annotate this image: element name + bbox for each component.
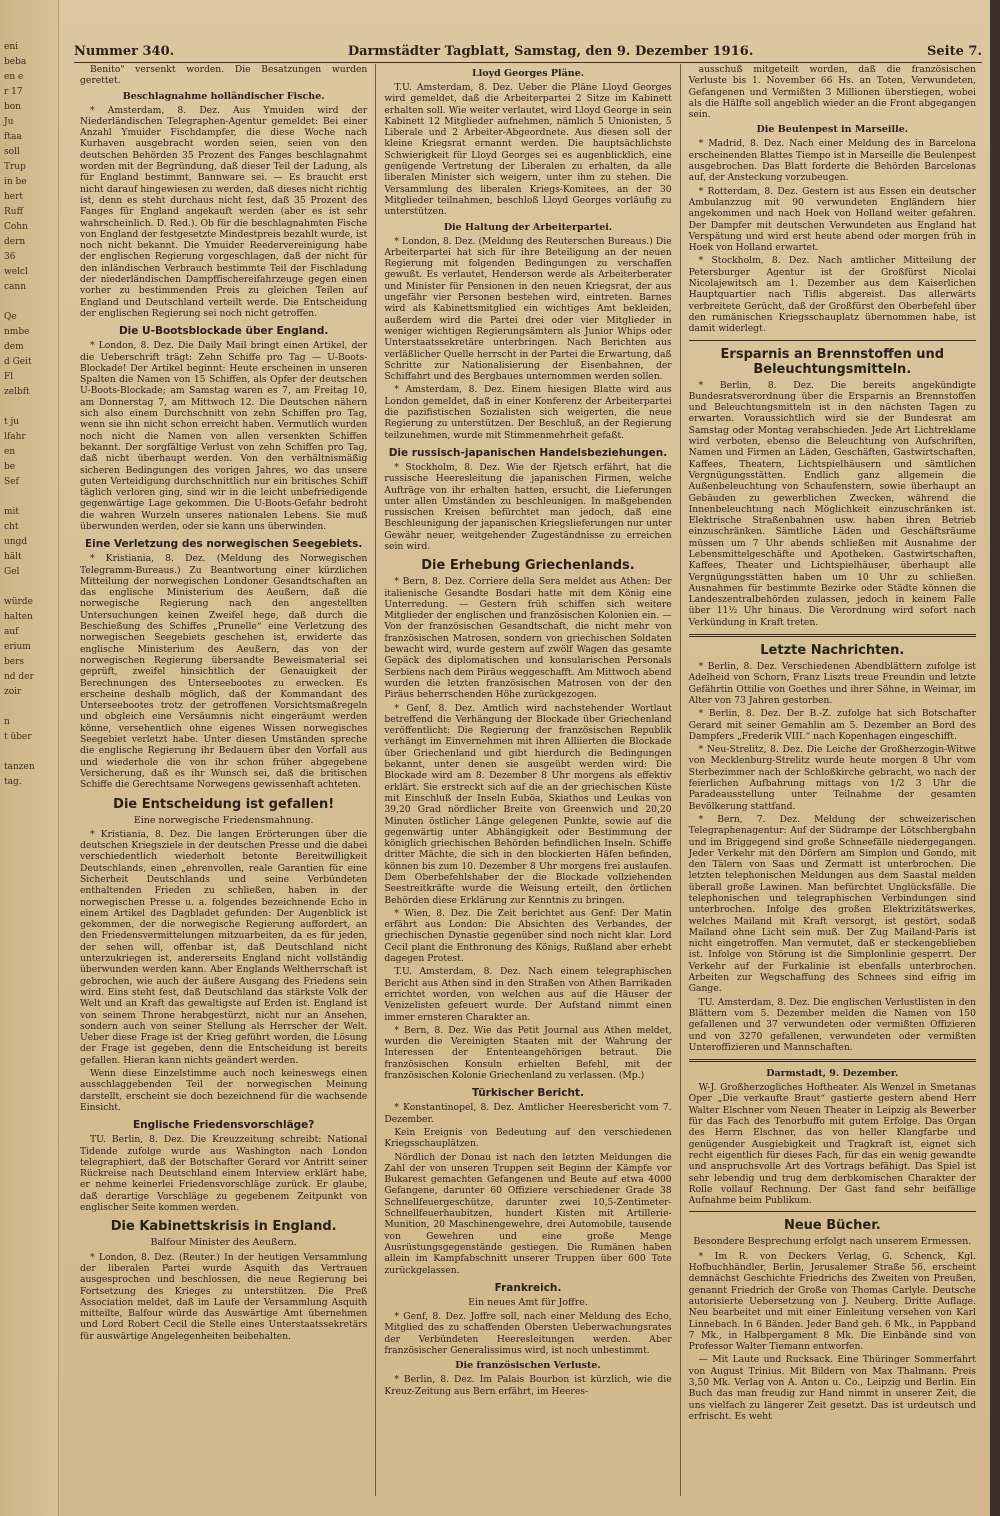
column-3 [680,64,984,1496]
article-text: * Berlin, 8. Dez. Der B.-Z. zufolge hat sich Botschafter Gerard mit seiner Gemahlin am 5. Dezember an Bord des Dampfers „Frederik VIII.“ nach Kopenhagen eingeschifft. [688,708,976,742]
article-text: * Neu-Strelitz, 8. Dez. Die Leiche der Großherzogin-Witwe von Mecklenburg-Strelitz wurde heute morgen 8 Uhr vom Sterbezimmer nach der Schloßkirche gebracht, wo nach der feierlichen Aufbahrung mittags von 1/2 3 Uhr die Paradeausstellung unter Teilnahme der gesamten Bevölkerung stattfand. [688,744,976,812]
article-text: * Kristiania, 8. Dez. Die langen Erörterungen über die deutschen Kriegsziele in der deutschen Presse und die dabei verschiedentlich wiederholt betonte Bereitwilligkeit Deutschlands, einen „ehrenvollen, reale Garantien für eine Sicherheit Deutschlands und seine Verbündeten enthaltenden Frieden zu schließen, haben in der norwegischen Presse u. a. folgendes bezeichnende Echo in einem Artikel des Dagbladet gefunden: Der Augenblick ist gekommen, der die norwegische Regierung auffordert, an den Friedensvermittelungen mitzuarbeiten, da es für jeden, der sehen will, offenbar ist, daß Deutschland nicht unterzukriegen ist, andererseits England nicht vollständig überwunden werden kann. Aber Englands Weltherrschaft ist gebrochen, wie auch der äußere Ausgang des Friedens sein wird. Eins steht fest, daß Deutschland das stärkste Volk der Welt und an Kraft das gewaltigste auf Erden ist. England ist von seinem Throne herabgestürzt, nicht nur an Ansehen, sondern auch von seiner Stellung als Herrscher der Welt. Ueber diese Frage ist der Krieg geführt worden, die Lösung der Frage ist gegeben, denn die Entscheidung ist bereits gefallen. Hieran kann nichts geändert werden. [80,828,368,1066]
article-text: * London, 8. Dez. Die Daily Mail bringt einen Artikel, der die Ueberschrift trägt: Zehn Schiffe pro Tag — U-Boots-Blockade! Der Artikel beginnt: Heute erscheinen in unseren Spalten die Namen von 15 Schiffen, als Opfer der deutschen U-Boots-Blockade; am Samstag waren es 7, am Freitag 10, am Donnerstag 7, am Mittwoch 12. Die Deutschen nähern sich also einem Durchschnitt von zehn Schiffen pro Tag, wenn sie ihn nicht schon erreicht haben. Vermutlich wurden noch nicht die Namen von allen versenkten Schiffen bekannt. Der sorgfältige Verlust von zehn Schiffen pro Tag, daß nicht überhaupt werden. Von den verhältnismäßig sicheren Bedingungen des vorigen Jahres, wo das unsere guten Verteidigung durchschnittlich nur ein britisches Schiff täglich verloren ging, sind wir in die leicht unbefriedigende gegenwärtige Lage gekommen. Die U-Boots-Gefahr bedroht die wahren Wurzeln unseres nationalen Lebens. Sie muß überwunden werden, oder sie kann uns überwinden. [80,340,368,532]
article-headline: Letzte Nachrichten. [760,643,905,659]
article-headline: Die Beulenpest in Marseille. [756,124,909,136]
article-headline: Ersparnis an Brennstoffen und Beleuchtungsmitteln. [720,346,945,377]
article-headline: Lloyd Georges Pläne. [471,68,585,79]
article-headline: Die Entscheidung ist gefallen! [113,796,335,812]
article-headline: Die französischen Verluste. [455,1360,601,1372]
article-text: * Im R. von Deckers Verlag, G. Schenck, Kgl. Hofbuchhändler, Berlin, Jerusalemer Straße 56, erscheint demnächst Geschichte Friedrichs des Zweiten von Preußen, genannt Friedrich der Große von Thomas Carlyle. Deutsche autorisierte Uebersetzung von J. Neuberg. Dritte Auflage. Neu bearbeitet und mit einer Einleitung versehen von Karl Linnebach. In 6 Bänden. Jeder Band geh. 6 Mk., in Pappband 7 Mk., in Halbpergament 8 Mk. Die Einbände sind von Professor Walter Tiemann entworfen. [688,1250,976,1353]
article-text: * Berlin, 8. Dez. Die bereits angekündigte Bundesratsverordnung über die Ersparnis an Brennstoffen und Beleuchtungsmitteln ist in den nächsten Tagen zu erwarten. Voraussichtlich wird sie der Bundesrat am Samstag oder Montag verabschieden. Jede Art Lichtreklame wird verboten, ebenso die Beleuchtung von Aufschriften, Namen und Firmen an Läden, Geschäften, Gastwirtschaften, Kaffees, Theatern, Lichtspielhäusern und sämtlichen Vergnügungsstätten. Endlich ganz allgemein die Außenbeleuchtung von Schaufenstern, sowie überhaupt an Gebäuden zu gewerblichen Zwecken, während die Innenbeleuchtung nach Möglichkeit einzuschränken ist. Elektrische Straßenbahnen usw. haben ihren Betrieb einzuschränken. Sämtliche Läden und Geschäftsräume müssen um 7 Uhr abends schließen mit Ausnahme der Lebensmittelgeschäfte und Apotheken. Gastwirtschaften, Kaffees, Theater und Lichtspielhäuser, überhaupt alle Vergnügungsstätten haben um 10 Uhr zu schließen. Ausnahmen für bestimmte Bezirke oder Städte können die Landeszentralbehörden zulassen, jedoch in keinem Falle über 11½ Uhr hinaus. Die Verordnung wird sofort nach Verkündung in Kraft treten. [688,379,976,628]
article-text: — Mit Laute und Rucksack. Eine Thüringer Sommerfahrt von August Trinius. Mit Bildern von Max Thalmann. Preis 3,50 Mk. Verlag von A. Anton u. Co., Leipzig und Berlin. Ein Buch das man freudig zur Hand nimmt in unserer Zeit, die uns vielfach zu längerer Zeit gesetzt. Das ist urdeutsch und erfrischt. Es weht [688,1354,976,1422]
column-2 [375,64,679,1496]
article-headline: Die U-Bootsblockade über England. [118,325,329,338]
article-text: * Genf, 8. Dez. Amtlich wird nachstehender Wortlaut betreffend die Verhängung der Blockade über Griechenland veröffentlicht: Die Regierung der französischen Republik verhängt im Einvernehmen mit ihren Alliierten die Blockade über Griechenland und gibt hierdurch die Bedingungen bekannt, unter denen sie ausgeübt werden wird: Die Blockade wird am 8. Dezember 8 Uhr morgens als effektiv erklärt. Sie erstreckt sich auf die an der griechischen Küste mit Einschluß der Inseln Euböa, Skiathos und Leukas von 39,20 Grad nördlicher Breite von Greenwich und 20,20 Minuten östlicher Länge gelegenen Punkte, sowie auf die gegenwärtig unter Abhängigkeit oder Bestimmung der königlich griechischen Behörden befindlichen Inseln. Schiffe dritter Mächte, die sich in den blockierten Häfen befinden, können bis zum 10. Dezember 8 Uhr morgens frei auslaufen. Dem Oberbefehlshaber der die Blockade vollziehenden Seestreitkräfte wurde die Weisung erteilt, den örtlichen Behörden diese Erklärung zur Kenntnis zu bringen. [384,702,672,906]
page-number: Nummer 340. [74,43,175,59]
article-text: * Amsterdam, 8. Dez. Einem hiesigen Blatte wird aus London gemeldet, daß in einer Konferenz der Arbeiterpartei die pazifistischen Sozialisten sich weigerten, die neue Regierung zu unterstützen. Der Beschluß, an der Regierung teilzunehmen, wurde mit Stimmenmehrheit gefaßt. [384,384,672,441]
article-text: Kein Ereignis von Bedeutung auf den verschiedenen Kriegsschauplätzen. [384,1126,672,1150]
article-headline: Englische Friedensvorschläge? [132,1119,315,1132]
article-headline: Die Erhebung Griechenlands. [421,558,635,574]
article-text: ausschuß mitgeteilt worden, daß die französischen Verluste bis 1. November 66 Hs. an Toten, Verwundeten, Gefangenen und Vermißten 3 Millionen überstiegen, wobei als die Hälfte soll angeblich wieder an die Front abgegangen sein. [688,64,976,121]
article-text: * London, 8. Dez. (Reuter.) In der heutigen Versammlung der liberalen Partei wurde Asquith das Vertrauen ausgesprochen und beschlossen, die neue Regierung bei Fortsetzung des Krieges zu unterstützen. Die Preß Association meldet, daß im Laufe der Versammlung Asquith mitteilte, Balfour würde das Auswärtige Amt übernehmen und Lord Robert Cecil die Stelle eines Unterstaatssekretärs für auswärtige Angelegenheiten beibehalten. [80,1251,368,1342]
article-headline: Frankreich. [494,1281,562,1294]
article-headline: Beschlagnahme holländischer Fische. [122,90,325,102]
article-text: * Rotterdam, 8. Dez. Gestern ist aus Essen ein deutscher Ambulanzzug mit 90 verwundeten Engländern hier angekommen und nach Hoek von Holland weiter gefahren. Der Dampfer mit deutschen Verwundeten aus England hat Verspätung und wird erst heute abend oder morgen früh in Hoek von Holland erwartet. [688,185,976,254]
article-headline: Eine Verletzung des norwegischen Seegebiets. [84,538,363,551]
article-text: * Bern, 7. Dez. Meldung der schweizerischen Telegraphenagentur: Auf der Südrampe der Lötschbergbahn und im Briggegend sind große Schneefälle niedergegangen. Jeder Verkehr mit den Dörfern am Simplon und Gondo, mit den Tälern von Saas und Zermatt ist unterbrochen. Die letzten telephonischen Meldungen aus dem Saastal melden überall große Lawinen. Man befürchtet Unglücksfälle. Die telephonischen und telegraphischen Verbindungen sind unterbrochen. Infolge des großen Elektrizitätswerkes, welches Mailand mit Kraft versorgt, ist gestört, sodaß Mailand ohne Licht sein muß. Der Zug Mailand-Paris ist nicht eingetroffen. Man vermutet, daß er steckengeblieben ist. Infolge von Störung ist die Simplonlinie gesperrt. Der Verkehr auf der Furkalinie ist ebenfalls unterbrochen. Arbeiten zur Wegschaffung des Schnees sind eifrig im Gange. [688,813,976,995]
article-text: * Bern, 8. Dez. Wie das Petit Journal aus Athen meldet, wurden die Vereinigten Staaten mit der Wahrung der Interessen der Ententeangehörigen betraut. Die französischen Konsuln erhielten Befehl, mit der französischen Kolonie Griechenland zu verlassen. (Mp.) [384,1024,672,1082]
article-text: Wenn diese Einzelstimme auch noch keineswegs einen ausschlaggebenden Teil der norwegischen Meinung darstellt, erscheint sie doch bezeichnend für die wachsende Einsicht. [80,1068,368,1113]
article-headline: Die Kabinettskrisis in England. [110,1219,337,1235]
article-text: T.U. Amsterdam, 8. Dez. Nach einem telegraphischen Bericht aus Athen sind in den Straßen von Athen Barrikaden errichtet worden, von welchen aus auf die Häuser der Venizelisten gefeuert wurde. Der Aufstand nimmt einen immer ernsteren Charakter an. [384,966,672,1023]
article-text: * Stockholm, 8. Dez. Nach amtlicher Mitteilung der Petersburger Agentur ist der Großfürst Nicolai Nicolajewitsch am 1. Dezember aus dem Kaiserlichen Hauptquartier nach Tiflis abgereist. Das allerwärts verbreitete Gerücht, daß der Großfürst den Oberbefehl über den rumänischen Kriegsschauplatz übernommen habe, ist damit widerlegt. [688,255,976,335]
article-text: * Stockholm, 8. Dez. Wie der Rjetsch erfährt, hat die russische Heeresleitung die japanischen Firmen, welche Aufträge von ihr erhalten hatten, ersucht, die Lieferungen unter allen Umständen zu beschleunigen. In maßgebenden russischen Kreisen befürchtet man jedoch, daß eine Beschleunigung der japanischen Kriegslieferungen nur unter Gewähr neuer, weitgehender Zugeständnisse zu erreichen sein wird. [384,461,672,552]
article-headline: Türkischer Bericht. [472,1087,584,1100]
article-subheadline: Besondere Besprechung erfolgt nach unserem Ermessen. [693,1236,972,1248]
divider [689,1211,976,1212]
article-text: * Kristiania, 8. Dez. (Meldung des Norwegischen Telegramm-Bureaus.) Zu Beantwortung einer kürzlichen Mitteilung der norwegischen Londoner Gesandtschaften an das englische Ministerium des Aeußern, daß die norwegische Regierung nach den angestellten Untersuchungen keinen Zweifel hege, daß durch die Beschießung des Schiffes „Prunelle“ eine Verletzung des norwegischen Seegebiets geschehen ist, erwiderte das englische Ministerium des Aeußern, das von der norwegischen Regierung übersandte Beweismaterial sei geprüft, zweifel hinsichtlich der Genauigkeit der Berechnungen des Unterseebootes zu erwecken. Es erscheine deshalb möglich, daß der Kommandant des Unterseebootes trotz der getroffenen Vorsichtsmaßregeln und obgleich eine Versäumnis nicht eingeräumt werden könne, versehentlich ohne eigenes Wissen norwegisches Seegebiet verletzt habe. Unter diesen Umständen spreche die englische Regierung ihr Bedauern über den Vorfall aus und wiederhole die von ihr schon früher abgegebene Versicherung, daß es ihr Wunsch sei, daß die britischen Schiffe die Gerechtsame Norwegens gewissenhaft achteten. [80,553,368,791]
article-text: T.U. Amsterdam, 8. Dez. Ueber die Pläne Lloyd Georges wird gemeldet, daß die Arbeiterpartei 2 Sitze im Kabinett erhalten soll. Wie weiter verlautet, wird Lloyd George in sein Kabinett 12 Mitglieder aufnehmen, nämlich 5 Unionisten, 5 Liberale und 2 Arbeiter-Abgeordnete. Aus diesen soll der kleine Kriegsrat ernannt werden. Die hauptsächlichste Schwierigkeit für Lloyd Georges sei es augenblicklich, eine genügende Vertretung der Liberalen zu erhalten, da alle liberalen Minister sich weigern, unter ihm zu stehen. Die Versammlung des liberalen Kriegs-Komitees, an der 30 Mitglieder teilnahmen, beschloß Lloyd Georges vorläufig zu unterstützen. [384,82,672,218]
divider [689,340,976,341]
article-headline: Die Haltung der Arbeiterpartei. [443,221,613,233]
previous-page-edge [0,0,59,1516]
article-text: TU. Amsterdam, 8. Dez. Die englischen Verlustlisten in den Blättern vom 5. Dezember melden die Namen von 150 gefallenen und 37 verwundeten oder vermißten Offizieren und von 3270 gefallenen, verwundeten oder vermißten Unteroffizieren und Mannschaften. [688,996,976,1053]
article-text: TU. Berlin, 8. Dez. Die Kreuzzeitung schreibt: National Tidende zufolge wurde aus Washington nach London telegraphiert, daß der Botschafter Gerard vor Antritt seiner Rückreise nach Deutschland einem Interview erklärt habe, er nehme keinerlei Friedensvorschläge zurück. Er glaube, daß derartige Vorschläge zu gegebenem Zeitpunkt von englischer Seite kommen werden. [80,1134,368,1214]
article-text: * Bern, 8. Dez. Corriere della Sera meldet aus Athen: Der italienische Gesandte Bosdari hatte mit dem König eine Unterredung. — Gestern früh schiffen sich weitere Mitglieder der englischen und französischen Kolonien ein. — Von der französischen Gesandtschaft, die nicht mehr von französischen Matrosen, sondern von griechischen Soldaten bewacht wird, wurde gestern auf zwölf Wagen das gesamte Gepäck des diplomatischen und konsularischen Personals Serbiens nach dem Piräus weggeschafft. Am Mittwoch abend wurden die letzten französischen Matrosen von der den Piräus beherrschenden Höhe zurückgezogen. [384,576,672,701]
previous-page-fragments: eni beba en e r 17 bon Ju ftaa soll Trup in be hert Ruff Cohn dern 36 welcl cann Qe nmbe dem d Geit Fl zelbft t ju lfahr en be Sef mit cht ungd hält Gel würde halten auf erium bers nd der zoir n t über tanzen tag. [4,42,35,787]
article-headline: Die russisch-japanischen Handelsbeziehungen. [388,446,668,459]
article-text: * Berlin, 8. Dez. Im Palais Bourbon ist kürzlich, wie die Kreuz-Zeitung aus Bern erfährt, im Heeres- [384,1374,672,1397]
article-subheadline: Eine norwegische Friedensmahnung. [133,814,314,826]
article-text: W-J. Großherzogliches Hoftheater. Als Wenzel in Smetanas Oper „Die verkaufte Braut“ gastierte gestern abend Herr Walter Elschner vom Neuen Theater in Leipzig als Bewerber für das Fach des Tenorbuffo mit gutem Erfolge. Das Organ des Herrn Elschner, das von heller Klangfarbe und genügender Ausgiebigkeit und Tragkraft ist, eignet sich recht eigentlich für dieses Fach, für das ein wenig gewandte und anspruchsvolle Art des Vortrags befähigt. Das Spiel ist sehr lebendig und trug dem derbkomischen Charakter der Rolle vollauf Rechnung. Der Gast fand sehr beifällige Aufnahme beim Publikum. [688,1082,976,1207]
article-headline: Darmstadt, 9. Dezember. [766,1068,899,1080]
scan-edge [990,0,1000,1516]
article-text: * Konstantinopel, 8. Dez. Amtlicher Heeresbericht vom 7. Dezember. [384,1102,672,1125]
article-text: * Wien, 8. Dez. Die Zeit berichtet aus Genf: Der Matin erfährt aus London: Die Absichten des Verbandes, der griechischen Dynastie gegenüber sind noch nicht klar. Lord Cecil plant die Enthronung des Königs, Rußland aber erhebt dagegen Protest. [384,907,672,965]
columns [72,64,984,1496]
masthead-date: Darmstädter Tagblatt, Samstag, den 9. Dezember 1916. [347,43,754,59]
article-text: Benito" versenkt worden. Die Besatzungen wurden gerettet. [80,64,368,87]
divider [689,1059,976,1062]
article-subheadline: Ein neues Amt für Joffre. [468,1296,588,1308]
article-headline: Neue Bücher. [783,1218,881,1234]
article-subheadline: Balfour Minister des Aeußern. [150,1237,297,1249]
page-label: Seite 7. [927,43,982,59]
divider [689,634,976,637]
page-header [74,40,982,63]
article-text: * Madrid, 8. Dez. Nach einer Meldung des in Barcelona erscheinenden Blattes Tiempo ist in Marseille die Beulenpest ausgebrochen. Das Blatt forderte die Behörden Barcelonas auf, der Ansteckung vorzubeugen. [688,138,976,184]
article-text: * London, 8. Dez. (Meldung des Reuterschen Bureaus.) Die Arbeiterpartei hat sich für ihre Beteiligung an der neuen Regierung mit folgenden Bedingungen zu verschaffen gewußt. Es verlautet, Henderson werde als Arbeiterberater und Minister für Pensionen in den neuen Kriegsrat, der aus ungefähr vier Personen bestehen wird, eintreten. Barnes wird als Kabinettsmitglied ein wichtiges Amt bekleiden, außerdem wird die Partei drei oder vier Mitglieder in weniger wichtigen Regierungsämtern als Junior Whips oder Unterstaatssekretäre unterbringen. Nach Berichten aus verläßlicher Quelle herrscht in der Partei die Erwartung, daß Schritte zur Nationalisierung der Eisenbahnen, der Schiffahrt und des Bergbaues unternommen werden sollen. [384,235,672,383]
article-text: * Genf, 8. Dez. Joffre soll, nach einer Meldung des Echo, Mitglied des zu schaffenden Obersten Ueberwachungsrates der Verbündeten Heeresleitungen werden. Aber französischer Generalissimus wird, ist noch unbestimmt. [384,1311,672,1356]
column-1 [72,64,375,1496]
article-text: * Amsterdam, 8. Dez. Aus Ymuiden wird der Niederländischen Telegraphen-Agentur gemeldet: Bei einer Anzahl Ymuider Fischdampfer, die diese Woche nach Kurhaven ausgebracht worden seien, seien von den deutschen Behörden 35 Prozent des Fanges beschlagnahmt worden mit der Begründung, daß dieser Teil der Ladung, als für England bestimmt, Bannware sei. — Es braucht erst nicht darauf hingewiesen zu werden, daß dieses nicht richtig ist, denn es steht durchaus nicht fest, daß 35 Prozent des Fanges für England angekauft werden (aber es ist sehr wahrscheinlich. D. Red.). Ob für die beschlagnahmten Fische von England der festgesetzte Mindestpreis bezahlt wurde, ist noch nicht bekannt. Die Ymuider Reedervereinigung habe der englischen Regierung vorgeschlagen, daß der nicht für den inländischen Verbrauch bestimmte Teil der Fischladung der niederländischen Dampffischereifahrzeuge gegen einen vorher zu bestimmenden Preis zu gleichen Teilen auf England und Deutschland verteilt werde. Die Entscheidung der englischen Regierung sei noch nicht getroffen. [80,104,368,319]
article-text: * Berlin, 8. Dez. Verschiedenen Abendblättern zufolge ist Adelheid von Schorn, Franz Liszts treue Freundin und letzte Gefährtin Ottilie von Goethes und ihrer Söhne, in Weimar, im Alter von 73 Jahren gestorben. [688,661,976,706]
article-text: Nördlich der Donau ist nach den letzten Meldungen die Zahl der von unseren Truppen seit Beginn der Kämpfe vor Bukarest gemachten Gefangenen und Beute auf etwa 4000 Gefangene, darunter 60 Offiziere verschiedener Grade 38 Schnellfeuergeschütze, darunter zwei 10,5-Zentimeter-Schnellfeuerhaubitzen, hundert Kisten mit Artillerie-Munition, 20 Maschinengewehre, drei Automobile, tausende von Gewehren und eine große Menge Ausrüstungsgegenstände gestiegen. Die Rumänen haben allein im Kampfabschnitt unserer Truppen über 600 Tote zurückgelassen. [384,1151,672,1276]
